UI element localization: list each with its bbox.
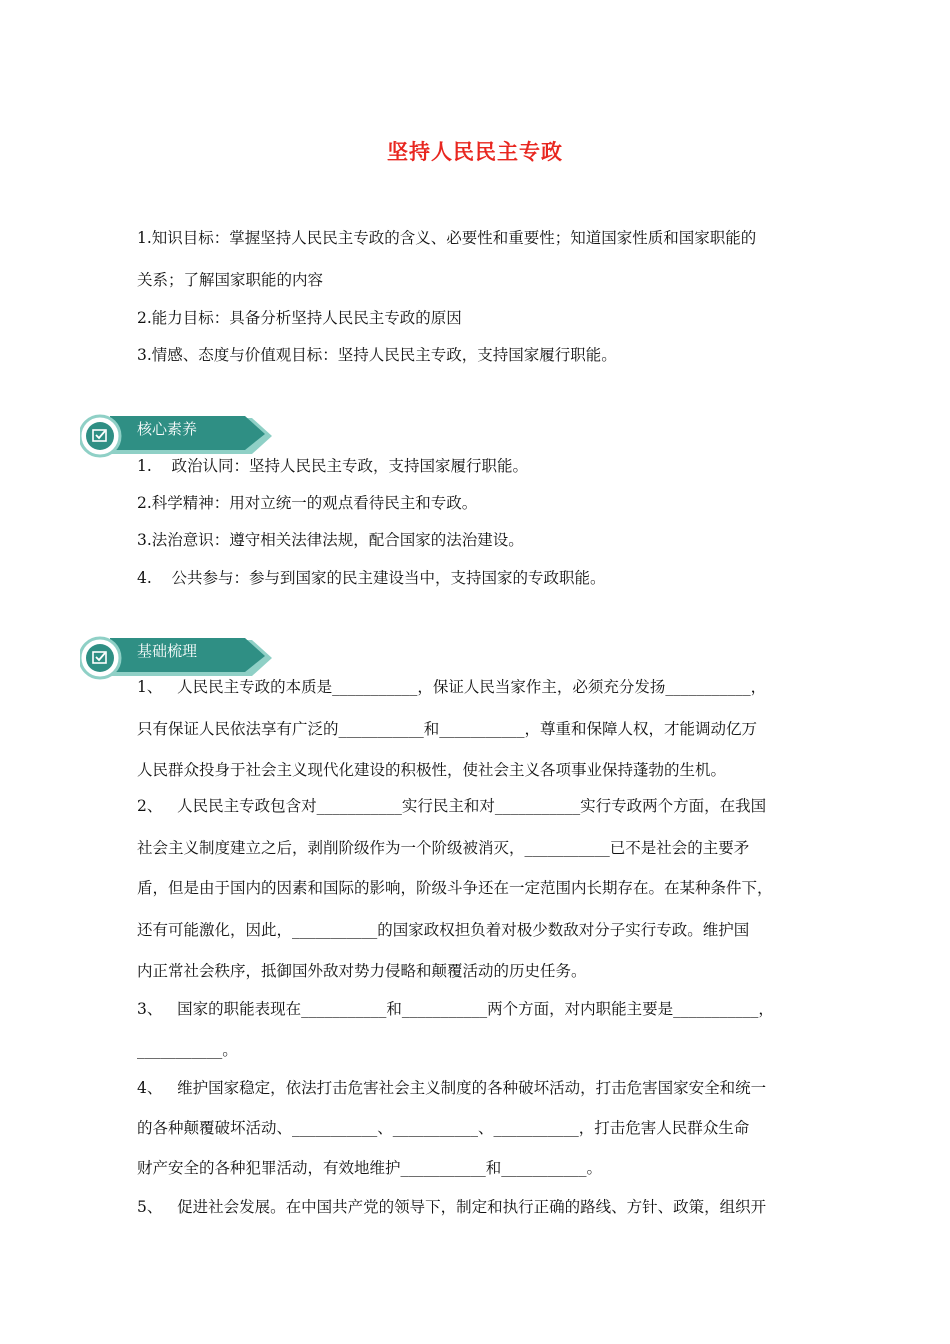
basics-line: 4、 维护国家稳定，依法打击危害社会主义制度的各种破坏活动，打击危害国家安全和统一 [137,1079,767,1097]
basics-line: 盾，但是由于国内的因素和国际的影响，阶级斗争还在一定范围内长期存在。在某种条件下， [137,879,773,897]
page-title: 坚持人民民主专政 [387,140,563,164]
basics-line: 3、 国家的职能表现在___________和___________两个方面，对内职能主要是___________， [137,1000,774,1018]
basics-line: 的各种颠覆破坏活动、___________、___________、___________，打击危害人民群众生命 [137,1119,750,1137]
section-banner-core-literacy [80,414,280,458]
banner-label: 核心素养 [137,420,198,438]
section-banner-basics [80,636,280,680]
basics-line: 1、 人民民主专政的本质是___________，保证人民当家作主，必须充分发扬___________， [137,678,767,696]
objective-line: 3.情感、态度与价值观目标：坚持人民民主专政，支持国家履行职能。 [137,346,617,364]
core-literacy-line: 1. 政治认同：坚持人民民主专政，支持国家履行职能。 [137,457,528,475]
basics-line: 人民群众投身于社会主义现代化建设的积极性，使社会主义各项事业保持蓬勃的生机。 [137,761,727,779]
objective-line: 2.能力目标：具备分析坚持人民民主专政的原因 [137,309,462,327]
basics-line: ___________。 [137,1041,238,1059]
core-literacy-line: 2.科学精神：用对立统一的观点看待民主和专政。 [137,494,478,512]
basics-line: 内正常社会秩序，抵御国外敌对势力侵略和颠覆活动的历史任务。 [137,962,587,980]
basics-line: 只有保证人民依法享有广泛的___________和___________，尊重和保障人权，才能调动亿万 [137,720,758,738]
basics-line: 5、 促进社会发展。在中国共产党的领导下，制定和执行正确的路线、方针、政策，组织开 [137,1198,767,1216]
basics-line: 财产安全的各种犯罪活动，有效地维护___________和___________。 [137,1159,603,1177]
core-literacy-line: 4. 公共参与：参与到国家的民主建设当中，支持国家的专政职能。 [137,569,606,587]
basics-line: 2、 人民民主专政包含对___________实行民主和对___________实行专政两个方面，在我国 [137,797,767,815]
objective-line: 1.知识目标：掌握坚持人民民主专政的含义、必要性和重要性；知道国家性质和国家职能的 [137,229,757,247]
basics-line: 社会主义制度建立之后，剥削阶级作为一个阶级被消灭，___________已不是社会的主要矛 [137,839,750,857]
objective-line: 关系；了解国家职能的内容 [137,271,324,289]
core-literacy-line: 3.法治意识：遵守相关法律法规，配合国家的法治建设。 [137,531,524,549]
banner-label: 基础梳理 [137,642,198,660]
basics-line: 还有可能激化，因此，___________的国家政权担负着对极少数敌对分子实行专政。维护国 [137,921,750,939]
